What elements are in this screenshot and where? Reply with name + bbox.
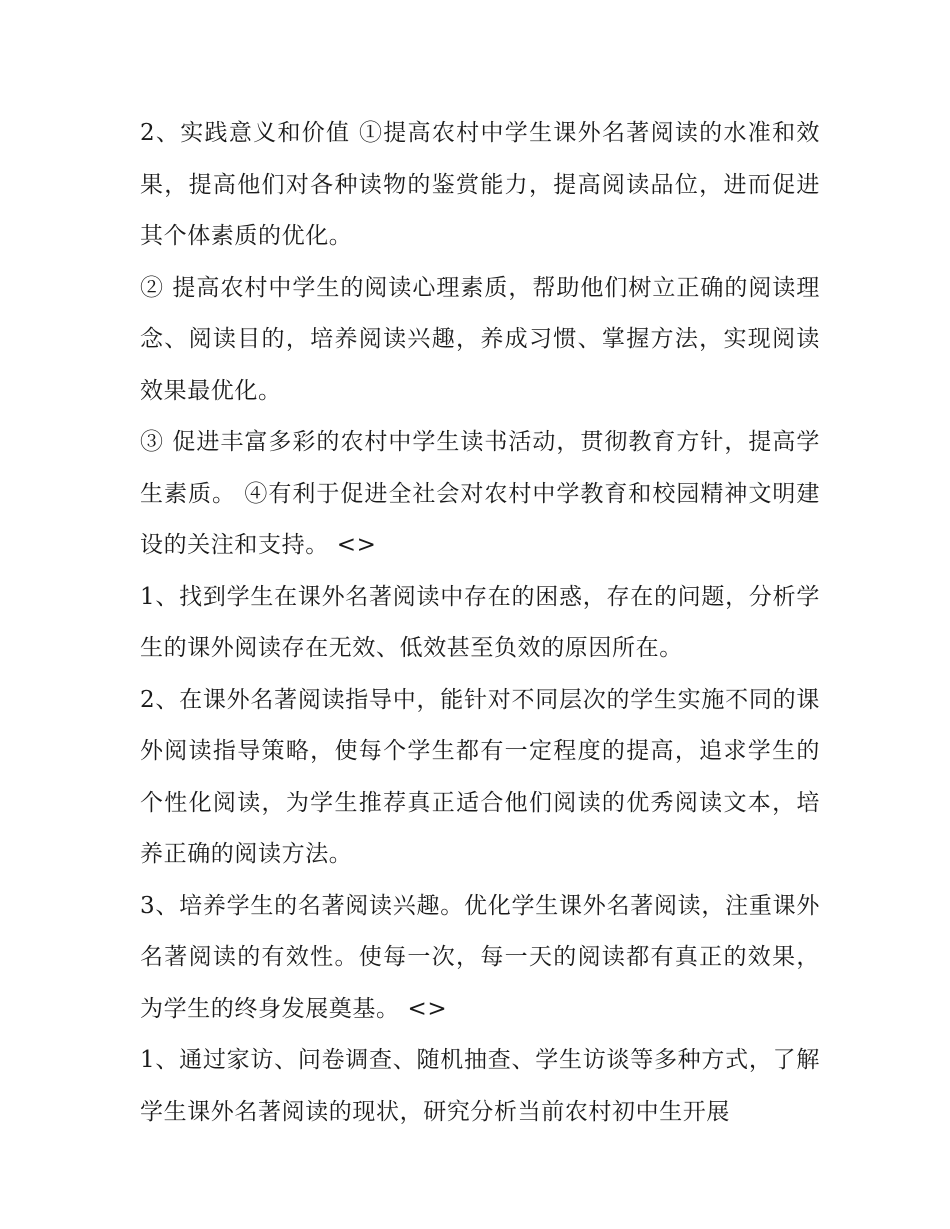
paragraph-reading-activities: ③ 促进丰富多彩的农村中学生读书活动，贯彻教育方针，提高学生素质。 ④有利于促进全社会对农村中学教育和校园精神文明建设的关注和支持。 <> xyxy=(140,429,820,558)
document-body xyxy=(140,108,820,1138)
paragraph-practical-significance: 2、实践意义和价值 ①提高农村中学生课外名著阅读的水准和效果，提高他们对各种读物的鉴赏能力，提高阅读品位，进而促进其个体素质的优化。 xyxy=(140,120,820,249)
paragraph-find-problems: 1、找到学生在课外名著阅读中存在的困惑，存在的问题，分析学生的课外阅读存在无效、低效甚至负效的原因所在。 xyxy=(140,583,820,661)
paragraph-guidance-strategies: 2、在课外名著阅读指导中，能针对不同层次的学生实施不同的课外阅读指导策略，使每个学生都有一定程度的提高，追求学生的个性化阅读，为学生推荐真正适合他们阅读的优秀阅读文本，培养正确的阅读方法。 xyxy=(140,686,820,867)
paragraph-survey-methods: 1、通过家访、问卷调查、随机抽查、学生访谈等多种方式，了解学生课外名著阅读的现状，研究分析当前农村初中生开展 xyxy=(140,1047,820,1125)
paragraph-reading-interest: 3、培养学生的名著阅读兴趣。优化学生课外名著阅读，注重课外名著阅读的有效性。使每一次，每一天的阅读都有真正的效果，为学生的终身发展奠基。 <> xyxy=(140,892,820,1022)
paragraph-reading-psychology: ② 提高农村中学生的阅读心理素质，帮助他们树立正确的阅读理念、阅读目的，培养阅读兴趣，养成习惯、掌握方法，实现阅读效果最优化。 xyxy=(140,274,820,404)
